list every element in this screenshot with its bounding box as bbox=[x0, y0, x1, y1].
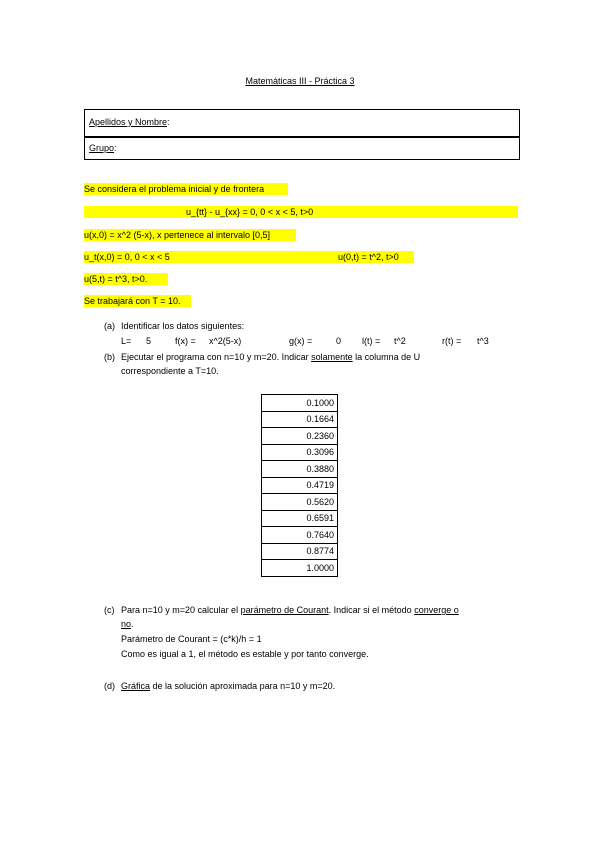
problem-equation: u_{tt} - u_{xx} = 0, 0 < x < 5, t>0 bbox=[84, 206, 518, 218]
l-label: l(t) = bbox=[362, 336, 381, 346]
item-b-text-2: correspondiente a T=10. bbox=[121, 366, 219, 376]
table-row bbox=[262, 411, 338, 428]
initial-condition-2: u_t(x,0) = 0, 0 < x < 5 u(0,t) = t^2, t>0 bbox=[84, 251, 414, 263]
item-c-marker: (c) bbox=[104, 605, 115, 615]
item-c-text-1: Para n=10 y m=20 calcular el parámetro de Courant. Indicar si el método converge o bbox=[121, 605, 459, 615]
initial-condition-1: u(x,0) = x^2 (5-x), x pertenece al intervalo [0,5] bbox=[84, 229, 296, 241]
table-row bbox=[262, 543, 338, 560]
r-value: t^3 bbox=[477, 336, 489, 346]
table-row bbox=[262, 461, 338, 478]
boundary-condition: u(5,t) = t^3, t>0. bbox=[84, 273, 168, 285]
name-field-box[interactable] bbox=[84, 109, 520, 138]
table-cell: 0.2360 bbox=[262, 428, 338, 445]
l-length-label: L= bbox=[121, 336, 132, 346]
convergence-answer: Como es igual a 1, el método es estable y por tanto converge. bbox=[121, 649, 369, 659]
table-cell: 0.5620 bbox=[262, 494, 338, 511]
item-a-text: Identificar los datos siguientes: bbox=[121, 321, 245, 331]
table-cell: 1.0000 bbox=[262, 560, 338, 577]
table-row bbox=[262, 560, 338, 577]
item-c-text-2: no. bbox=[121, 619, 134, 629]
g-label: g(x) = bbox=[289, 336, 313, 346]
name-label: Apellidos y Nombre: bbox=[89, 117, 170, 127]
table-cell: 0.1664 bbox=[262, 411, 338, 428]
table-row bbox=[262, 510, 338, 527]
table-row bbox=[262, 395, 338, 412]
table-row bbox=[262, 527, 338, 544]
table-cell: 0.8774 bbox=[262, 543, 338, 560]
table-cell: 0.3880 bbox=[262, 461, 338, 478]
problem-intro: Se considera el problema inicial y de frontera bbox=[84, 183, 288, 195]
t-value-line: Se trabajará con T = 10. bbox=[84, 295, 191, 307]
courant-answer: Parámetro de Courant = (c*k)/h = 1 bbox=[121, 634, 262, 644]
table-cell: 0.4719 bbox=[262, 477, 338, 494]
table-cell: 0.6591 bbox=[262, 510, 338, 527]
item-b-text-1: Ejecutar el programa con n=10 y m=20. Indicar solamente la columna de U bbox=[121, 352, 421, 362]
f-value: x^2(5-x) bbox=[209, 336, 242, 346]
group-field-box[interactable] bbox=[84, 136, 520, 160]
f-label: f(x) = bbox=[175, 336, 196, 346]
table-row bbox=[262, 444, 338, 461]
table-cell: 0.1000 bbox=[262, 395, 338, 412]
table-row bbox=[262, 494, 338, 511]
group-label: Grupo: bbox=[89, 143, 117, 153]
l-length-value: 5 bbox=[146, 336, 152, 346]
page-title: Matemáticas III - Práctica 3 bbox=[245, 76, 355, 86]
table-cell: 0.7640 bbox=[262, 527, 338, 544]
table-row bbox=[262, 477, 338, 494]
item-d-text: Gráfica de la solución aproximada para n=10 y m=20. bbox=[121, 681, 336, 691]
table-row bbox=[262, 428, 338, 445]
r-label: r(t) = bbox=[442, 336, 462, 346]
results-table bbox=[261, 394, 338, 577]
item-b-marker: (b) bbox=[104, 352, 115, 362]
item-d-marker: (d) bbox=[104, 681, 115, 691]
g-value: 0 bbox=[336, 336, 342, 346]
item-a-marker: (a) bbox=[104, 321, 115, 331]
table-cell: 0.3096 bbox=[262, 444, 338, 461]
l-value: t^2 bbox=[394, 336, 406, 346]
